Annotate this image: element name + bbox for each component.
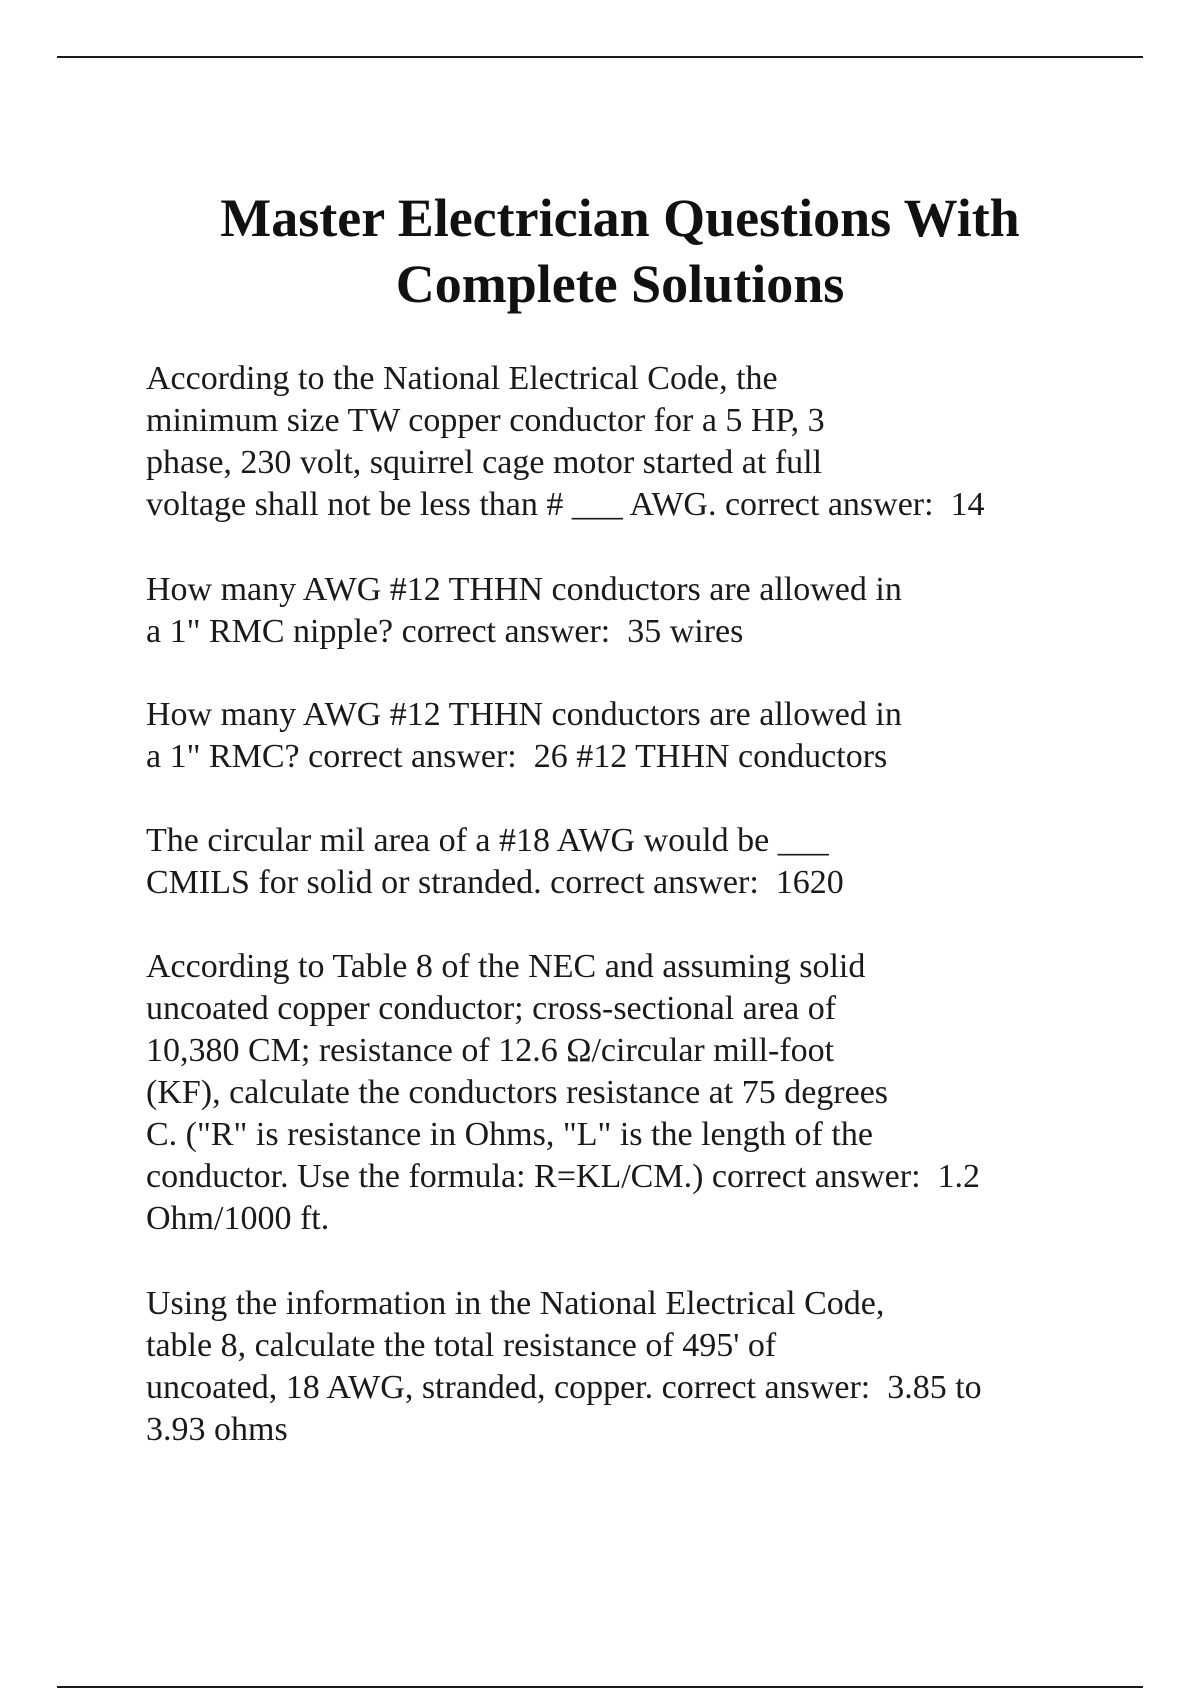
qa-line: voltage shall not be less than # ___ AWG. correct answer: 14	[146, 486, 985, 523]
qa-line: The circular mil area of a #18 AWG would be ___	[146, 822, 829, 859]
qa-line: phase, 230 volt, squirrel cage motor started at full	[146, 444, 823, 481]
qa-line: a 1" RMC nipple? correct answer: 35 wires	[146, 613, 744, 650]
question-answer-6	[146, 1283, 1146, 1451]
question-answer-2	[146, 569, 1146, 653]
qa-line: C. ("R" is resistance in Ohms, "L" is the length of the	[146, 1116, 873, 1153]
footer-rule	[57, 1686, 1143, 1688]
qa-line: uncoated copper conductor; cross-sectional area of	[146, 990, 837, 1027]
qa-line: minimum size TW copper conductor for a 5 HP, 3	[146, 402, 825, 439]
qa-line: CMILS for solid or stranded. correct answer: 1620	[146, 864, 844, 901]
question-answer-4	[146, 820, 1146, 904]
header-rule	[57, 56, 1143, 58]
qa-line: uncoated, 18 AWG, stranded, copper. correct answer: 3.85 to	[146, 1369, 982, 1406]
qa-line: 10,380 CM; resistance of 12.6 Ω/circular mill-foot	[146, 1032, 835, 1069]
qa-line: According to the National Electrical Code, the	[146, 360, 778, 397]
qa-line: (KF), calculate the conductors resistance at 75 degrees	[146, 1074, 889, 1111]
qa-line: Ohm/1000 ft.	[146, 1200, 330, 1237]
page-title	[100, 185, 1140, 317]
qa-line: How many AWG #12 THHN conductors are allowed in	[146, 696, 902, 733]
question-answer-3	[146, 694, 1146, 778]
qa-line: conductor. Use the formula: R=KL/CM.) correct answer: 1.2	[146, 1158, 981, 1195]
title-line-2: Complete Solutions	[395, 254, 845, 314]
qa-line: 3.93 ohms	[146, 1411, 288, 1448]
question-answer-1	[146, 358, 1146, 526]
qa-line: How many AWG #12 THHN conductors are allowed in	[146, 571, 902, 608]
qa-line: a 1" RMC? correct answer: 26 #12 THHN conductors	[146, 738, 888, 775]
qa-line: Using the information in the National Electrical Code,	[146, 1285, 885, 1322]
question-answer-5	[146, 946, 1146, 1240]
title-line-1: Master Electrician Questions With	[220, 188, 1020, 248]
qa-line: table 8, calculate the total resistance of 495' of	[146, 1327, 777, 1364]
qa-line: According to Table 8 of the NEC and assuming solid	[146, 948, 866, 985]
